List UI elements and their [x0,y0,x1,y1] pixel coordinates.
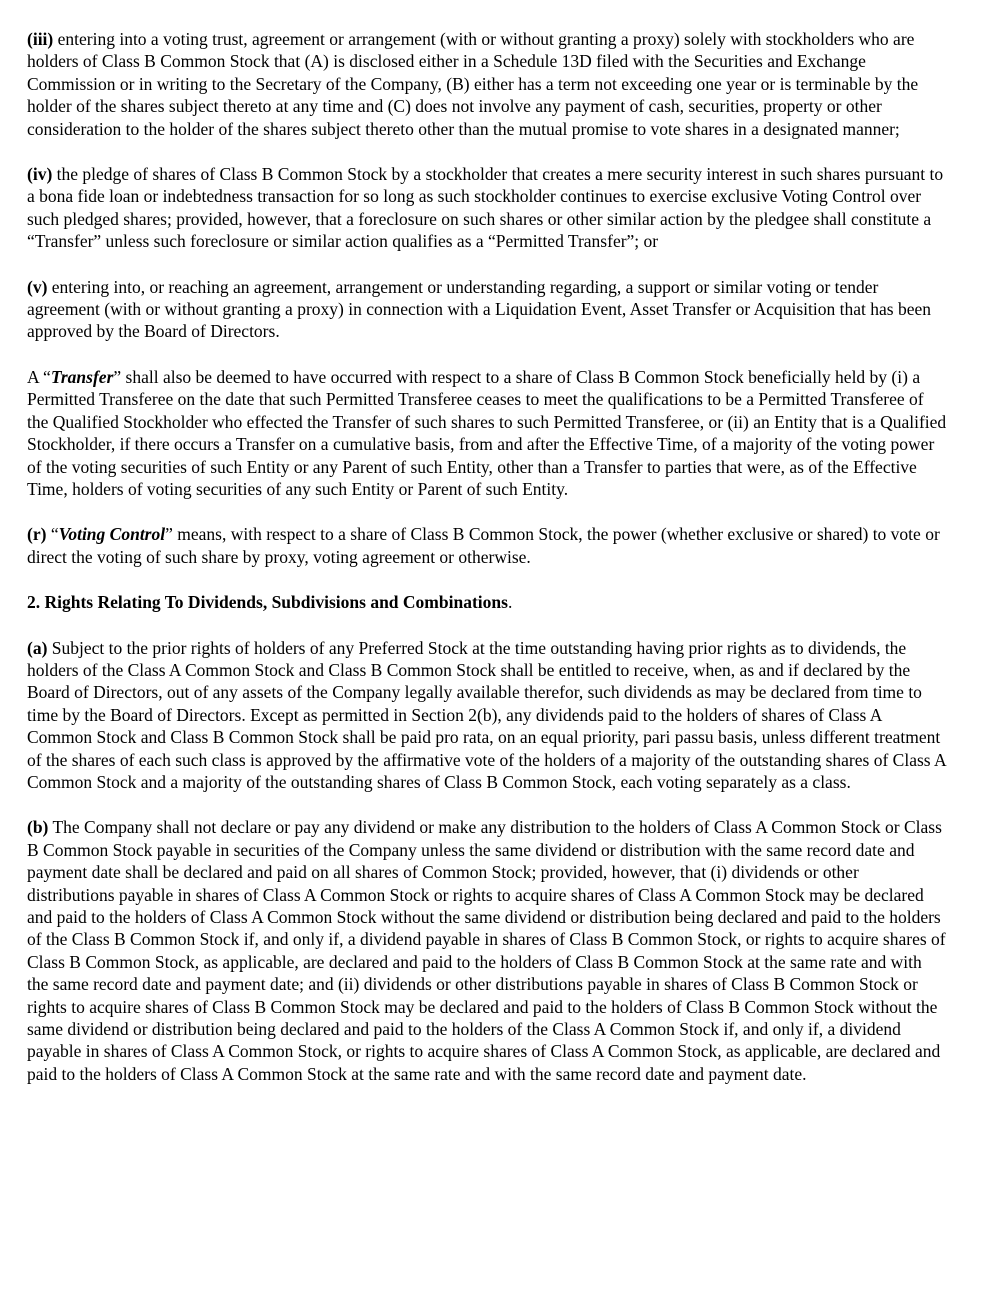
clause-r-label: (r) [27,524,47,545]
clause-iii-label: (iii) [27,29,54,49]
clause-r-text: ” means, with respect to a share of Class B Common Stock, the power (whether exclusive or shared) to vote or direct the voting of such share by proxy, voting agreement or otherwise. [27,524,940,567]
clause-b-text: The Company shall not declare or pay any dividend or make any distribution to the holders of Class A Common Stock or Class B Common Stock payable in securities of the Company unless the same dividend or distribution with the same record date and payment date shall be declared and paid on all shares of Common Stock; provided, however, that (i) dividends or other distributions payable in shares of Class A Common Stock or rights to acquire shares of Class A Common Stock may be declared and paid to the holders of Class A Common Stock without the same dividend or distribution being declared and paid to the holders of the Class B Common Stock if, and only if, a dividend payable in shares of Class B Common Stock, or rights to acquire shares of Class B Common Stock, as applicable, are declared and paid to the holders of Class B Common Stock at the same rate and with the same record date and payment date; and (ii) dividends or other distributions payable in shares of Class B Common Stock or rights to acquire shares of Class B Common Stock may be declared and paid to the holders of Class B Common Stock without the same dividend or distribution being declared and paid to the holders of the Class A Common Stock if, and only if, a dividend payable in shares of Class A Common Stock, or rights to acquire shares of Class A Common Stock, as applicable, are declared and paid to the holders of Class A Common Stock at the same rate and with the same record date and payment date. [27,817,946,1084]
voting-control-term: Voting Control [58,524,166,545]
clause-v-text: entering into, or reaching an agreement, arrangement or understanding regarding, a support or similar voting or tender agreement (with or without granting a proxy) in connection with a Liquidation Event, Asset Transfer or Acquisition that has been approved by the Board of Directors. [27,276,931,342]
document-page [27,28,947,1108]
transfer-term: Transfer [50,366,114,387]
clause-iv [27,163,947,253]
clause-iv-label: (iv) [27,164,53,185]
clause-a-label: (a) [27,637,48,658]
transfer-text: ” shall also be deemed to have occurred with respect to a share of Class B Common Stock beneficially held by (i) a Permitted Transferee on the date that such Permitted Transferee ceases to meet the qualifications to be a Permitted Transferee of the Qualified Stockholder who effected the Transfer of such shares to such Permitted Transferee, or (ii) an Entity that is a Qualified Stockholder, if there occurs a Transfer on a cumulative basis, from and after the Effective Time, of a majority of the voting power of the voting securities of such Entity or any Parent of such Entity, other than a Transfer to parties that were, as of the Effective Time, holders of voting securities of any such Entity or Parent of such Entity. [27,366,947,499]
clause-a [27,637,947,794]
clause-v [27,276,947,343]
section-2-heading [27,591,947,613]
transfer-open-quote: A “ [27,366,51,387]
clause-iii-text: entering into a voting trust, agreement or arrangement (with or without granting a proxy) solely with stockholders who are holders of Class B Common Stock that (A) is disclosed either in a Schedule 13D filed with the Securities and Exchange Commission or in writing to the Secretary of the Company, (B) either has a term not exceeding one year or is terminable by the holder of the shares subject thereto at any time and (C) does not involve any payment of cash, securities, property or other consideration to the holder of the shares subject thereto other than the mutual promise to vote shares in a designated manner; [27,29,919,139]
clause-b [27,816,947,1085]
clause-a-text: Subject to the prior rights of holders of any Preferred Stock at the time outstanding having prior rights as to dividends, the holders of the Class A Common Stock and Class B Common Stock shall be entitled to receive, when, as and if declared by the Board of Directors, out of any assets of the Company legally available therefor, such dividends as may be declared from time to time by the Board of Directors. Except as permitted in Section 2(b), any dividends paid to the holders of shares of Class A Common Stock and Class B Common Stock shall be paid pro rata, on an equal priority, pari passu basis, unless different treatment of the shares of each such class is approved by the affirmative vote of the holders of a majority of the outstanding shares of Class A Common Stock and a majority of the outstanding shares of Class B Common Stock, each voting separately as a class. [27,637,946,792]
clause-b-label: (b) [27,817,49,838]
section-2-heading-period: . [507,592,513,613]
section-2-heading-text: 2. Rights Relating To Dividends, Subdivisions and Combinations [27,592,508,613]
clause-iii [27,28,947,140]
clause-iv-text: the pledge of shares of Class B Common Stock by a stockholder that creates a mere security interest in such shares pursuant to a bona fide loan or indebtedness transaction for so long as such stockholder continues to exercise exclusive Voting Control over such pledged shares; provided, however, that a foreclosure on such shares or other similar action by the pledgee shall constitute a “Transfer” unless such foreclosure or similar action qualifies as a “Permitted Transfer”; or [27,164,944,252]
clause-r [27,523,947,568]
clause-v-label: (v) [27,276,48,297]
transfer-definition [27,366,947,500]
clause-r-open-quote: “ [46,524,59,545]
